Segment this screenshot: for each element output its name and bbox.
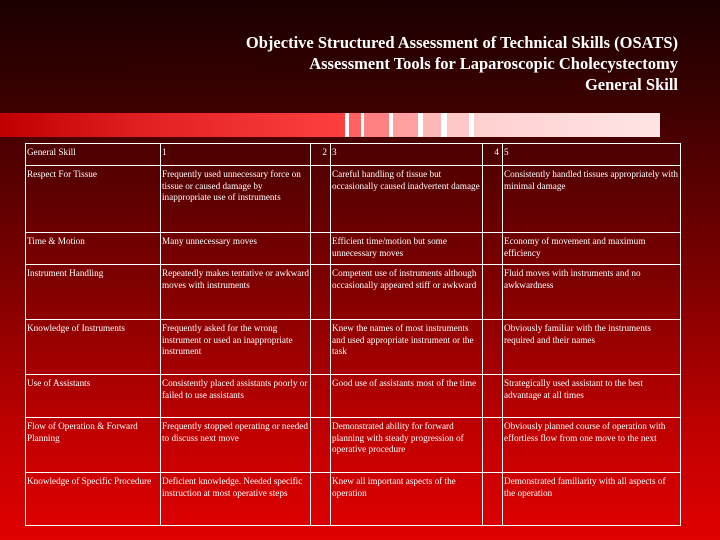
row-criterion: Use of Assistants (26, 375, 161, 418)
row-score-4-cell (483, 166, 503, 233)
table-row (26, 375, 681, 418)
row-criterion: Instrument Handling (26, 265, 161, 320)
table-row (26, 418, 681, 473)
row-criterion: Time & Motion (26, 233, 161, 265)
row-score-3-text: Demonstrated ability for forward planning with steady progression of operative procedure (331, 418, 483, 473)
header-criterion: General Skill (26, 144, 161, 166)
row-criterion: Respect For Tissue (26, 166, 161, 233)
header-score-5: 5 (503, 144, 681, 166)
row-score-4-cell (483, 233, 503, 265)
row-criterion: Knowledge of Specific Procedure (26, 473, 161, 526)
table-row (26, 320, 681, 375)
row-score-2-cell (311, 320, 331, 375)
osats-general-skill-table (25, 143, 681, 526)
row-score-2-cell (311, 473, 331, 526)
row-score-4-cell (483, 473, 503, 526)
header-score-2: 2 (311, 144, 331, 166)
row-score-2-cell (311, 418, 331, 473)
row-score-5-text: Strategically used assistant to the best advantage at all times (503, 375, 681, 418)
row-score-3-text: Careful handling of tissue but occasionally caused inadvertent damage (331, 166, 483, 233)
row-score-5-text: Economy of movement and maximum efficiency (503, 233, 681, 265)
row-score-1-text: Frequently asked for the wrong instrument or used an inappropriate instrument (161, 320, 311, 375)
header-score-3: 3 (331, 144, 483, 166)
table-header-row (26, 144, 681, 166)
slide-title (58, 32, 678, 95)
row-score-5-text: Obviously familiar with the instruments required and their names (503, 320, 681, 375)
title-line-3: General Skill (584, 75, 678, 94)
row-score-4-cell (483, 375, 503, 418)
row-score-2-cell (311, 166, 331, 233)
row-score-4-cell (483, 418, 503, 473)
row-score-1-text: Frequently used unnecessary force on tissue or caused damage by inappropriate use of instruments (161, 166, 311, 233)
title-line-1: Objective Structured Assessment of Technical Skills (OSATS) (245, 33, 678, 52)
table-row (26, 265, 681, 320)
header-score-4: 4 (483, 144, 503, 166)
row-score-3-text: Efficient time/motion but some unnecessary moves (331, 233, 483, 265)
row-score-4-cell (483, 265, 503, 320)
row-score-5-text: Consistently handled tissues appropriately with minimal damage (503, 166, 681, 233)
row-criterion: Knowledge of Instruments (26, 320, 161, 375)
table-row (26, 166, 681, 233)
decorative-stripe-bar (0, 113, 660, 137)
row-score-1-text: Frequently stopped operating or needed to discuss next move (161, 418, 311, 473)
header-score-1: 1 (161, 144, 311, 166)
row-score-2-cell (311, 375, 331, 418)
row-score-3-text: Good use of assistants most of the time (331, 375, 483, 418)
row-score-3-text: Knew the names of most instruments and used appropriate instrument or the task (331, 320, 483, 375)
row-criterion: Flow of Operation & Forward Planning (26, 418, 161, 473)
row-score-5-text: Demonstrated familiarity with all aspects of the operation (503, 473, 681, 526)
row-score-5-text: Obviously planned course of operation with effortless flow from one move to the next (503, 418, 681, 473)
row-score-1-text: Consistently placed assistants poorly or failed to use assistants (161, 375, 311, 418)
table-row (26, 233, 681, 265)
row-score-1-text: Many unnecessary moves (161, 233, 311, 265)
row-score-5-text: Fluid moves with instruments and no awkwardness (503, 265, 681, 320)
row-score-3-text: Knew all important aspects of the operation (331, 473, 483, 526)
row-score-2-cell (311, 265, 331, 320)
row-score-1-text: Repeatedly makes tentative or awkward moves with instruments (161, 265, 311, 320)
row-score-4-cell (483, 320, 503, 375)
table-row (26, 473, 681, 526)
row-score-2-cell (311, 233, 331, 265)
row-score-3-text: Competent use of instruments although occasionally appeared stiff or awkward (331, 265, 483, 320)
row-score-1-text: Deficient knowledge. Needed specific instruction at most operative steps (161, 473, 311, 526)
title-line-2: Assessment Tools for Laparoscopic Cholecystectomy (309, 54, 678, 73)
